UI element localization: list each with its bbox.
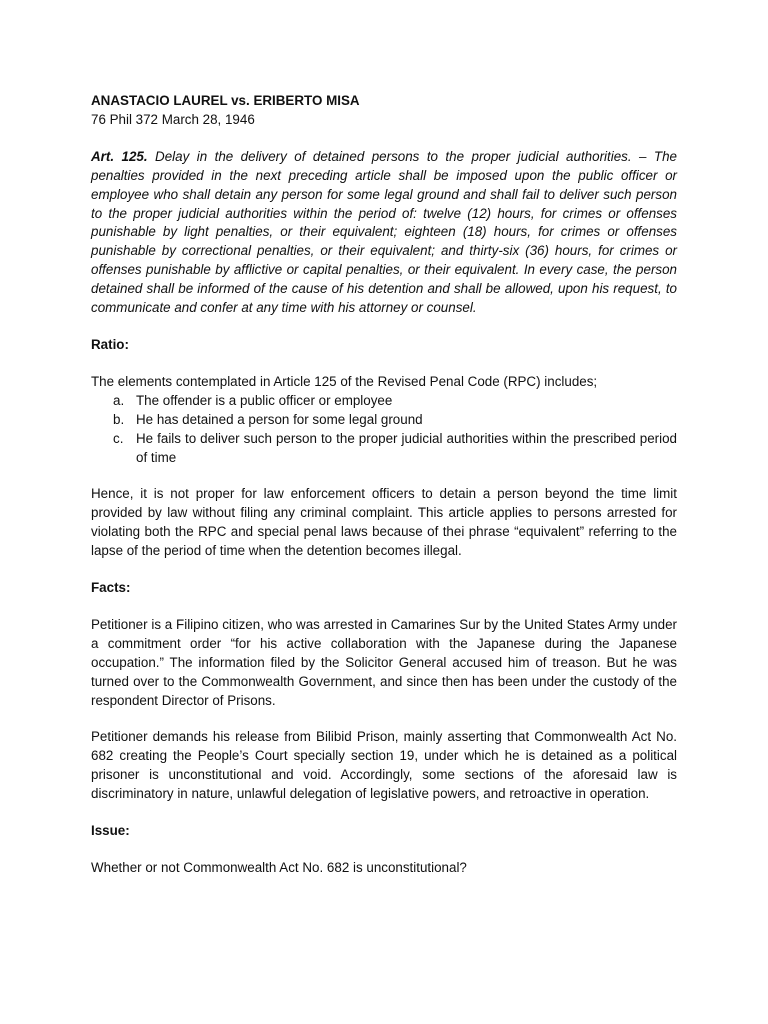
ratio-heading: Ratio: (91, 336, 129, 352)
list-marker: c. (113, 430, 124, 446)
list-item-text: He has detained a person for some legal ground (136, 411, 423, 427)
ratio-intro: The elements contemplated in Article 125 of the Revised Penal Code (RPC) includes; (91, 373, 598, 389)
article-number: Art. 125. (91, 148, 148, 164)
ratio-conclusion: Hence, it is not proper for law enforcement officers to detain a person beyond the time limit provided by law without filing any criminal complaint. This article applies to persons arrested for violating both the RPC and special penal laws because of thei phrase “equivalent” referring to the lapse of the period of time when the detention becomes illegal. (91, 486, 677, 559)
article-125-text (91, 148, 677, 318)
issue-heading: Issue: (91, 823, 130, 839)
list-item (91, 411, 677, 430)
list-item (91, 392, 677, 411)
case-header (91, 92, 677, 130)
list-item-text: The offender is a public officer or employee (136, 392, 393, 408)
list-marker: b. (113, 411, 125, 427)
article-body: Delay in the delivery of detained persons to the proper judicial authorities. – The penalties provided in the next preceding article shall be imposed upon the public officer or employee who shall detain any person for some legal ground and shall fail to deliver such person to the proper judicial authorities within the period of: twelve (12) hours, for crimes or offenses punishable by light penalties, or their equivalent; eighteen (18) hours, for crimes or offenses punishable by correctional penalties, or their equivalent; and thirty-six (36) hours, for crimes or offenses punishable by afflictive or capital penalties, or their equivalent. In every case, the person detained shall be informed of the cause of his detention and shall be allowed, upon his request, to communicate and confer at any time with his attorney or counsel. (91, 148, 677, 316)
document-page (91, 92, 677, 878)
list-marker: a. (113, 392, 125, 408)
issue-question: Whether or not Commonwealth Act No. 682 is unconstitutional? (91, 860, 467, 875)
facts-paragraph-2: Petitioner demands his release from Bilibid Prison, mainly asserting that Commonwealth Act No. 682 creating the People’s Court specially section 19, under which he is detained as a political prisoner is unconstitutional and void. Accordingly, some sections of the aforesaid law is discriminatory in nature, unlawful delegation of legislative powers, and retroactive in operation. (91, 729, 677, 802)
elements-list (91, 392, 677, 468)
list-item-text: He fails to deliver such person to the proper judicial authorities within the prescribed period of time (136, 430, 677, 465)
case-citation: 76 Phil 372 March 28, 1946 (91, 111, 255, 127)
facts-heading: Facts: (91, 580, 131, 596)
list-item (91, 430, 677, 468)
facts-paragraph-1: Petitioner is a Filipino citizen, who was arrested in Camarines Sur by the United States Army under a commitment order “for his active collaboration with the Japanese during the Japanese occupation.” The information filed by the Solicitor General accused him of treason. But he was turned over to the Commonwealth Government, and since then has been under the custody of the respondent Director of Prisons. (91, 616, 677, 708)
case-title: ANASTACIO LAUREL vs. ERIBERTO MISA (91, 93, 360, 108)
